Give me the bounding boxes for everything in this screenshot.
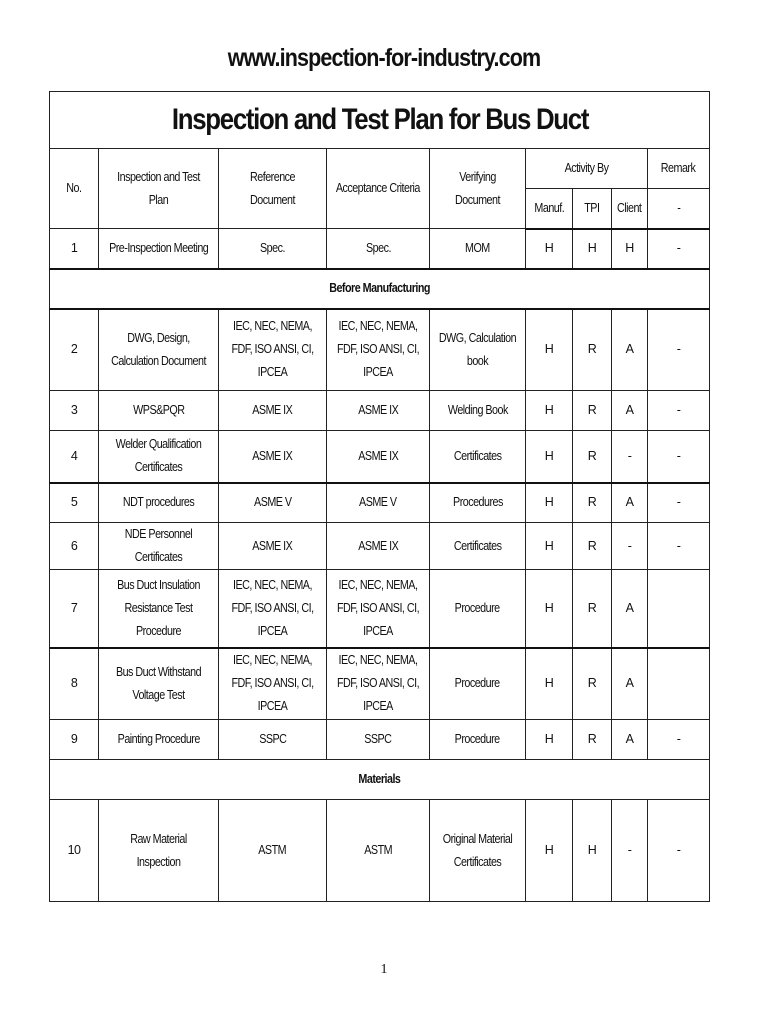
cell-plan-text: Painting Procedure (117, 732, 200, 746)
cell-client: - (612, 800, 648, 902)
cell-acc (327, 431, 430, 483)
header-verifying-text: Verifying Document (455, 169, 500, 207)
header-remark-sub (648, 189, 710, 229)
header-reference (219, 149, 327, 229)
cell-client: A (612, 391, 648, 431)
cell-ref (219, 648, 327, 720)
cell-ref-text: IEC, NEC, NEMA, FDF, ISO ANSI, CI, IPCEA (231, 577, 314, 638)
cell-acc-text: ASME IX (357, 538, 398, 553)
cell-ver-text: DWG, Calculation book (438, 330, 517, 368)
cell-acc (327, 229, 430, 269)
header-activity-by (526, 149, 648, 189)
cell-acc (327, 570, 430, 648)
header-remark-text: Remark (661, 161, 696, 175)
itp-sheet (49, 91, 709, 902)
cell-ver-text: Procedures (452, 495, 503, 510)
cell-acc-text: IEC, NEC, NEMA, FDF, ISO ANSI, CI, IPCEA (336, 653, 420, 714)
table-row (50, 720, 710, 760)
cell-remark: - (648, 720, 710, 760)
cell-remark: - (648, 229, 710, 269)
cell-ref-text: ASME IX (252, 538, 293, 553)
cell-client: A (612, 648, 648, 720)
cell-client: A (612, 570, 648, 648)
cell-remark: - (648, 523, 710, 570)
cell-manuf: H (526, 648, 573, 720)
cell-remark: - (648, 309, 710, 391)
header-tpi (573, 189, 612, 229)
cell-ver (430, 391, 526, 431)
table-row (50, 309, 710, 391)
cell-ref (219, 570, 327, 648)
cell-manuf: H (526, 483, 573, 523)
cell-plan-text: Pre-Inspection Meeting (108, 240, 209, 255)
cell-ver (430, 720, 526, 760)
cell-remark: - (648, 431, 710, 483)
cell-tpi: R (573, 570, 612, 648)
cell-acc (327, 309, 430, 391)
table-row (50, 648, 710, 720)
header-no-text: No. (66, 181, 82, 195)
table-row (50, 431, 710, 483)
cell-ver-text: Procedure (455, 676, 500, 691)
header-client (612, 189, 648, 229)
cell-ref-text: ASME IX (252, 403, 293, 417)
cell-acc-text: ASME V (359, 495, 397, 510)
section-before-manufacturing (50, 269, 710, 309)
header-remark-sub-text: - (676, 200, 681, 215)
itp-table (49, 91, 710, 902)
cell-ver (430, 800, 526, 902)
cell-ver (430, 523, 526, 570)
table-row (50, 523, 710, 570)
cell-acc-text: IEC, NEC, NEMA, FDF, ISO ANSI, CI, IPCEA (336, 577, 420, 638)
cell-manuf: H (526, 229, 573, 269)
table-row (50, 483, 710, 523)
cell-tpi: H (573, 229, 612, 269)
cell-acc-text: ASME IX (357, 403, 398, 417)
cell-no: 3 (50, 391, 99, 431)
cell-ref-text: IEC, NEC, NEMA, FDF, ISO ANSI, CI, IPCEA (231, 653, 314, 714)
cell-plan-text: NDT procedures (122, 495, 195, 510)
cell-ref-text: Spec. (260, 240, 285, 255)
cell-ver-text: Certificates (453, 538, 502, 553)
header-manuf-text: Manuf. (534, 200, 564, 215)
table-row (50, 391, 710, 431)
header-plan (99, 149, 219, 229)
cell-no: 1 (50, 229, 99, 269)
page-number: 1 (380, 962, 388, 977)
cell-acc-text: ASME IX (357, 448, 398, 463)
cell-no: 4 (50, 431, 99, 483)
cell-tpi: R (573, 431, 612, 483)
cell-ref (219, 431, 327, 483)
header-manuf (526, 189, 573, 229)
cell-plan-text: DWG, Design, Calculation Document (111, 330, 206, 368)
cell-plan-text: WPS&PQR (132, 403, 185, 417)
cell-ref (219, 800, 327, 902)
cell-acc (327, 483, 430, 523)
cell-plan (99, 431, 219, 483)
cell-manuf: H (526, 800, 573, 902)
cell-ref (219, 229, 327, 269)
header-plan-text: Inspection and Test Plan (117, 169, 200, 207)
cell-ver (430, 431, 526, 483)
cell-ref (219, 720, 327, 760)
cell-client: - (612, 431, 648, 483)
header-acceptance-text: Acceptance Criteria (335, 181, 421, 195)
cell-ref-text: IEC, NEC, NEMA, FDF, ISO ANSI, CI, IPCEA (231, 319, 314, 380)
cell-acc (327, 720, 430, 760)
cell-acc (327, 648, 430, 720)
table-row (50, 570, 710, 648)
cell-manuf: H (526, 391, 573, 431)
cell-tpi: R (573, 309, 612, 391)
cell-client: A (612, 483, 648, 523)
cell-manuf: H (526, 431, 573, 483)
header-activity-text: Activity By (564, 161, 609, 175)
cell-plan (99, 483, 219, 523)
cell-ver-text: Procedure (455, 732, 500, 746)
section-before-text: Before Manufacturing (329, 281, 430, 295)
cell-tpi: R (573, 483, 612, 523)
cell-acc (327, 800, 430, 902)
cell-client: H (612, 229, 648, 269)
cell-ref (219, 309, 327, 391)
cell-remark: - (648, 800, 710, 902)
cell-plan (99, 800, 219, 902)
cell-remark (648, 570, 710, 648)
cell-no: 10 (50, 800, 99, 902)
cell-tpi: R (573, 720, 612, 760)
cell-ver (430, 570, 526, 648)
cell-remark: - (648, 391, 710, 431)
cell-ver-text: Certificates (453, 448, 502, 463)
cell-acc-text: Spec. (365, 240, 391, 255)
cell-acc-text: SSPC (364, 732, 392, 746)
title-text: Inspection and Test Plan for Bus Duct (171, 103, 588, 136)
cell-ver (430, 648, 526, 720)
cell-plan (99, 570, 219, 648)
cell-ver (430, 483, 526, 523)
cell-acc (327, 391, 430, 431)
site-url[interactable]: www.inspection-for-industry.com (227, 44, 541, 72)
cell-no: 9 (50, 720, 99, 760)
header-tpi-text: TPI (584, 200, 600, 215)
cell-ver-text: Welding Book (447, 403, 508, 417)
cell-plan (99, 309, 219, 391)
cell-plan (99, 523, 219, 570)
cell-plan-text: Bus Duct Withstand Voltage Test (115, 664, 202, 702)
cell-plan (99, 720, 219, 760)
cell-remark (648, 648, 710, 720)
cell-ref (219, 483, 327, 523)
cell-acc-text: IEC, NEC, NEMA, FDF, ISO ANSI, CI, IPCEA (336, 319, 420, 380)
header-acceptance (327, 149, 430, 229)
table-row (50, 800, 710, 902)
header-verifying (430, 149, 526, 229)
cell-ref (219, 391, 327, 431)
cell-manuf: H (526, 523, 573, 570)
cell-ver-text: MOM (465, 240, 490, 255)
cell-no: 6 (50, 523, 99, 570)
cell-ref (219, 523, 327, 570)
cell-plan-text: Bus Duct Insulation Resistance Test Procedure (117, 577, 200, 638)
cell-acc (327, 523, 430, 570)
cell-ref-text: ASME IX (252, 448, 293, 463)
cell-plan-text: NDE Personnel Certificates (124, 527, 193, 564)
cell-client: A (612, 309, 648, 391)
cell-ver-text: Original Material Certificates (442, 831, 513, 869)
cell-ref-text: ASME V (253, 495, 292, 510)
cell-ref-text: ASTM (258, 843, 287, 857)
cell-no: 5 (50, 483, 99, 523)
cell-tpi: R (573, 648, 612, 720)
cell-no: 2 (50, 309, 99, 391)
cell-no: 7 (50, 570, 99, 648)
cell-manuf: H (526, 309, 573, 391)
cell-tpi: H (573, 800, 612, 902)
cell-plan (99, 229, 219, 269)
section-materials-text: Materials (358, 772, 401, 786)
cell-remark: - (648, 483, 710, 523)
cell-acc-text: ASTM (364, 843, 392, 857)
header-client-text: Client (617, 200, 642, 215)
cell-ver (430, 229, 526, 269)
header-no (50, 149, 99, 229)
table-row (50, 229, 710, 269)
table-title (50, 92, 710, 149)
cell-ref-text: SSPC (258, 732, 287, 746)
header-remark (648, 149, 710, 189)
cell-client: A (612, 720, 648, 760)
cell-tpi: R (573, 391, 612, 431)
cell-manuf: H (526, 570, 573, 648)
cell-plan (99, 648, 219, 720)
header-reference-text: Reference Document (250, 169, 295, 207)
cell-ver (430, 309, 526, 391)
section-materials (50, 760, 710, 800)
cell-client: - (612, 523, 648, 570)
cell-no: 8 (50, 648, 99, 720)
cell-plan-text: Welder Qualification Certificates (115, 437, 202, 475)
cell-ver-text: Procedure (455, 600, 500, 615)
cell-tpi: R (573, 523, 612, 570)
cell-manuf: H (526, 720, 573, 760)
cell-plan (99, 391, 219, 431)
cell-plan-text: Raw Material Inspection (130, 831, 187, 869)
